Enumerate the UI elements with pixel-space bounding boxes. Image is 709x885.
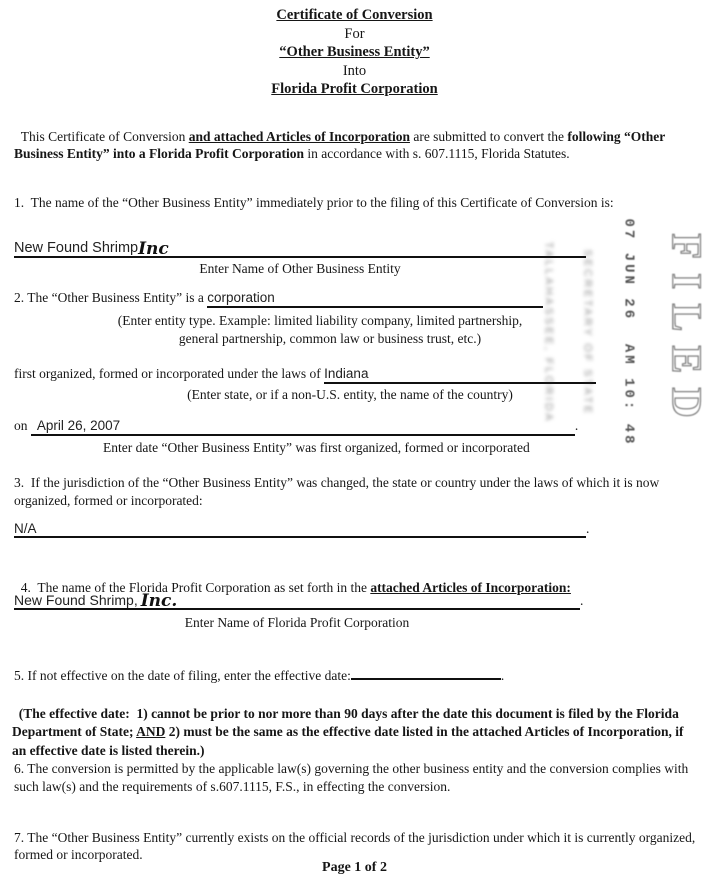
laws-state-value: Indiana (324, 366, 369, 381)
title-line-4: Into (342, 62, 367, 79)
organized-date-field (31, 418, 575, 436)
florida-name-handwritten: Inc. (140, 591, 178, 611)
stamp-tallahassee-line: TALLAHASSEE, FLORIDA (542, 241, 555, 424)
title-line-5: Florida Profit Corporation (271, 81, 438, 97)
entity-type-value: corporation (207, 290, 275, 305)
item-5-note (12, 686, 700, 760)
item-3-text: 3. If the jurisdiction of the “Other Business Entity” was changed, the state or country under the laws of which it is now organized, formed or incorporated: (14, 475, 663, 508)
florida-name-period: . (580, 593, 584, 608)
stamp-secretary-line: SECRETARY OF STATE (581, 249, 594, 416)
jurisdiction-field (14, 514, 586, 538)
laws-row (14, 366, 694, 384)
item-4-caption: Enter Name of Florida Profit Corporation (184, 615, 410, 630)
item-5-row (14, 665, 504, 684)
other-entity-name-field (14, 234, 586, 258)
item-4-lead: 4. The name of the Florida Profit Corporation as set forth in the (20, 579, 371, 595)
item-2-hint-line-1: (Enter entity type. Example: limited liability company, limited partnership, (117, 313, 523, 328)
intro-seg-1: This Certificate of Conversion (20, 128, 189, 144)
item-5-period: . (500, 668, 505, 683)
title-line-2: For (344, 25, 365, 42)
effective-date-field (351, 665, 501, 680)
date-period: . (574, 418, 579, 433)
organized-date-value: April 26, 2007 (36, 418, 121, 433)
item-2-lead: 2. The “Other Business Entity” is a (14, 290, 208, 305)
item-5-lead: 5. If not effective on the date of filing, enter the effective date: (14, 668, 351, 683)
date-row (14, 418, 704, 436)
document-title (0, 6, 709, 99)
other-entity-name-handwritten: Inc (138, 239, 169, 259)
title-line-3: “Other Business Entity” (279, 44, 430, 60)
item-1-caption: Enter Name of Other Business Entity (199, 261, 401, 276)
florida-name-typed: New Found Shrimp, (14, 592, 138, 608)
other-entity-name-typed: New Found Shrimp (14, 240, 139, 256)
item-1-text: 1. The name of the “Other Business Entity” immediately prior to the filing of this Certificate of Conversion is: (14, 195, 614, 210)
florida-name-field (14, 586, 580, 610)
intro-seg-5: in accordance with s. 607.1115, Florida Statutes. (304, 146, 570, 161)
page-number: Page 1 of 2 (322, 860, 387, 875)
entity-type-field (207, 290, 543, 308)
title-line-1: Certificate of Conversion (276, 7, 433, 23)
filing-datetime-stamp: 07 JUN 26 AM 10: 48 (620, 218, 637, 447)
jurisdiction-period: . (586, 521, 590, 536)
florida-name-row (14, 586, 583, 610)
item-5-note-and: AND (136, 724, 166, 739)
item-2-row (14, 290, 694, 308)
item-5-note-post: 2) must be the same as the effective date listed in the attached Articles of Incorporation, if an effective date is listed therein.) (12, 724, 687, 758)
item-2-hint-line-2: general partnership, common law or business trust, etc.) (178, 331, 482, 346)
item-7-text: 7. The “Other Business Entity” currently exists on the official records of the jurisdiction under which it is currently organized, formed or incorporated. (14, 830, 699, 862)
jurisdiction-row (14, 514, 589, 538)
item-6-text: 6. The conversion is permitted by the applicable law(s) governing the other business entity and the conversion complies with such law(s) and the requirements of s.607.1115, F.S., in effecting the conversion. (14, 761, 692, 794)
item-5-note-pre: (The effective date: 1) cannot be prior to nor more than 90 days after the date this document is filed by the Florida Department of State; (12, 705, 683, 739)
intro-seg-2: and attached Articles of Incorporation (188, 128, 410, 144)
laws-hint: (Enter state, or if a non-U.S. entity, the name of the country) (187, 387, 513, 402)
intro-seg-3: are submitted to convert the (409, 128, 568, 144)
intro-paragraph (14, 110, 696, 163)
laws-lead: first organized, formed or incorporated under the laws of (14, 366, 325, 381)
laws-state-field (324, 366, 596, 384)
date-hint: Enter date “Other Business Entity” was first organized, formed or incorporated (103, 440, 530, 455)
jurisdiction-value: N/A (14, 521, 37, 536)
item-4-lead-bold: attached Articles of Incorporation: (370, 579, 571, 595)
filed-stamp-text: FILED (662, 233, 709, 432)
intro-seg-4: following “Other Business Entity” into a Florida Profit Corporation (14, 128, 669, 161)
date-lead: on (14, 418, 31, 433)
